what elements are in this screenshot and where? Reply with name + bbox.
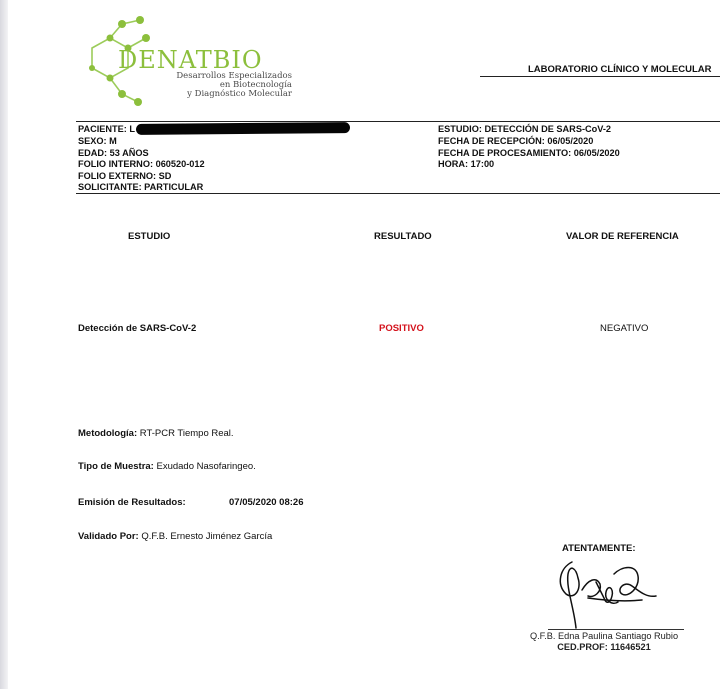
col-header-referencia: VALOR DE REFERENCIA [566,231,679,242]
folio-externo: FOLIO EXTERNO: SD [78,171,172,181]
patient-name: PACIENTE: L [78,124,135,134]
methodology-label: Metodología: [78,428,138,439]
validated-by-value: Q.F.B. Ernesto Jiménez García [141,531,273,542]
emission-label: Emisión de Resultados: [78,497,186,508]
solicitante: SOLICITANTE: PARTICULAR [78,182,204,192]
sample-type-label: Tipo de Muestra: [78,461,154,472]
study-name: ESTUDIO: DETECCIÓN DE SARS-CoV-2 [438,124,612,134]
sample-type-value: Exudado Nasofaringeo. [156,461,256,472]
folio-interno: FOLIO INTERNO: 060520-012 [78,159,205,169]
emission-value: 07/05/2020 08:26 [229,497,304,508]
signer-cedula: CED.PROF: 11646521 [557,642,651,652]
info-top-rule [76,121,720,122]
lab-title: LABORATORIO CLÍNICO Y MOLECULAR [528,64,712,75]
sample-type-line [78,461,256,472]
col-header-estudio: ESTUDIO [128,231,171,242]
result-study: Detección de SARS-CoV-2 [78,323,197,334]
signer-block [522,631,686,653]
brand-name: DENATBIO [118,46,263,74]
brand-tagline: Desarrollos Especializados en Biotecnología y Diagnóstico Molecular [176,71,292,99]
result-value: POSITIVO [379,323,424,334]
methodology-line [78,428,234,439]
reception-date: FECHA DE RECEPCIÓN: 06/05/2020 [438,136,594,146]
processing-time: HORA: 17:00 [438,159,495,169]
lab-title-underline [480,76,720,77]
validated-by-line [78,531,272,542]
closing-text: ATENTAMENTE: [562,543,636,554]
patient-sex: SEXO: M [78,136,117,146]
validated-by-label: Validado Por: [78,531,139,542]
info-bottom-rule [76,193,720,194]
patient-age: EDAD: 53 AÑOS [78,148,149,158]
signer-name: Q.F.B. Edna Paulina Santiago Rubio [529,631,679,641]
methodology-value: RT-PCR Tiempo Real. [139,428,234,439]
signature-line [548,629,684,630]
redaction-mark [136,122,350,135]
processing-date: FECHA DE PROCESAMIENTO: 06/05/2020 [438,148,620,158]
result-reference: NEGATIVO [600,323,649,334]
col-header-resultado: RESULTADO [374,231,432,242]
handwritten-signature [552,554,662,630]
page-edge-shadow [0,0,8,689]
